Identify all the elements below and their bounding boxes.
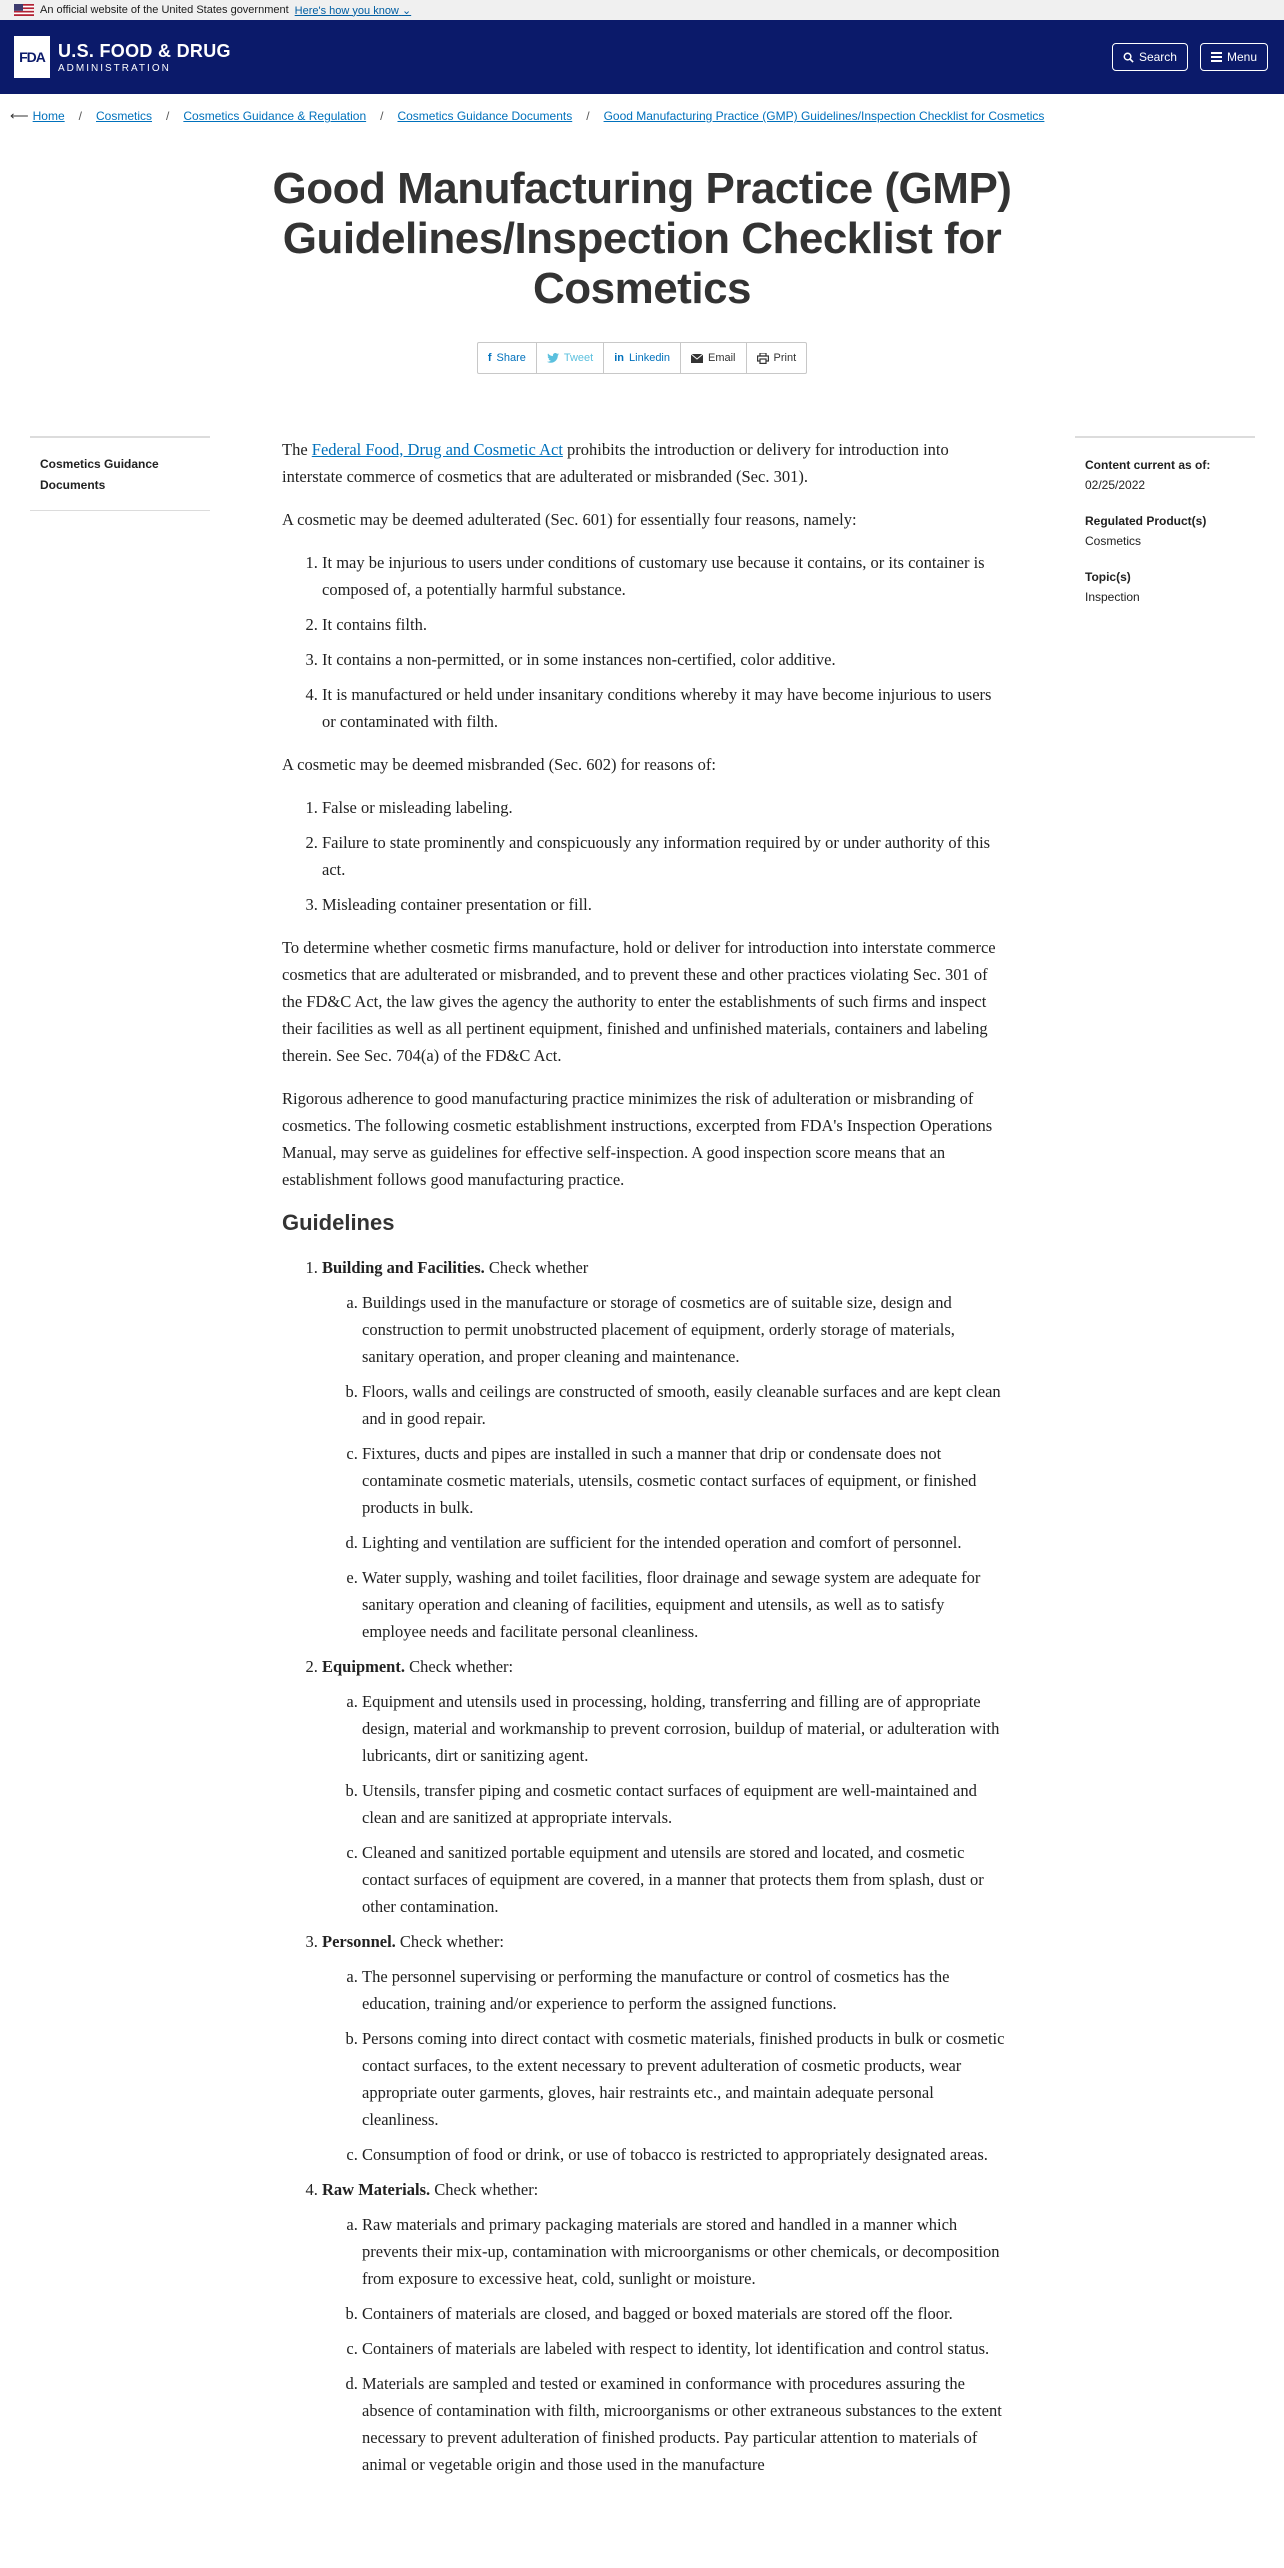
chevron-down-icon: ⌄: [401, 4, 412, 17]
list-item: 2. Failure to state prominently and conspicuously any information required by or under authority of this act.: [322, 829, 1007, 883]
breadcrumb-separator: /: [78, 109, 82, 123]
guideline-personnel: 3. Personnel. Check whether: a. The personnel supervising or performing the manufacture or control of cosmetics has the education, training and/or experience to perform the assigned functions. b. Persons coming into direct contact with cosmetic materials, finished products in bulk or cosmetic contact surfaces, to the extent necessary to prevent adulteration of cosmetic products, wear appropriate outer garments, gloves, hair restraints etc., and maintain adequate personal cleanliness. c. Consumption of food or drink, or use of tobacco is restricted to appropriately designated areas.: [322, 1928, 1007, 2168]
left-nav-item-guidance-documents[interactable]: Cosmetics Guidance Documents: [40, 457, 159, 492]
misbranded-list: [322, 794, 1007, 918]
email-button[interactable]: [681, 343, 747, 373]
fda-logo-mark: FDA: [14, 36, 50, 78]
rigorous-paragraph: Rigorous adherence to good manufacturing practice minimizes the risk of adulteration or misbranding of cosmetics. The following cosmetic establishment instructions, excerpted from FDA's Inspection Operations Manual, may serve as guidelines for effective self-inspection. A good inspection score means that an establishment follows good manufacturing practice.: [282, 1089, 993, 1189]
determine-paragraph: To determine whether cosmetic firms manufacture, hold or deliver for introduction into interstate commerce cosmetics that are adulterated or misbranded, and to prevent these and other practices violating Sec. 301 of the FD&C Act, the law gives the agency the authority to enter the establishments of such firms and inspect their facilities as well as all pertinent equipment, finished and unfinished materials, containers and labeling therein. See Sec. 704(a) of the FD&C Act.: [282, 938, 996, 1065]
regulated-products-value: Cosmetics: [1085, 534, 1142, 548]
left-nav: [30, 436, 210, 511]
breadcrumb-separator: /: [166, 109, 170, 123]
list-item: d. Lighting and ventilation are sufficient for the intended operation and comfort of personnel.: [362, 1529, 1007, 1556]
tweet-label: Tweet: [563, 352, 594, 364]
fdc-act-link[interactable]: Federal Food, Drug and Cosmetic Act: [311, 440, 563, 459]
list-item: a. Equipment and utensils used in processing, holding, transferring and filling are of appropriate design, material and workmanship to prevent corrosion, buildup of material, or adulteration with lubricants, dirt or sanitizing agent.: [362, 1688, 1007, 1769]
content-current-value: 02/25/2022: [1085, 478, 1146, 492]
list-item: 3. It contains a non-permitted, or in some instances non-certified, color additive.: [322, 646, 1007, 673]
list-item: e. Water supply, washing and toilet facilities, floor drainage and sewage system are adequate for sanitary operation and cleaning of facilities, equipment and utensils, as well as to satisfy employee needs and facilitate personal cleanliness.: [362, 1564, 1007, 1645]
tweet-button[interactable]: [537, 343, 604, 373]
breadcrumb-separator: /: [380, 109, 384, 123]
list-item: 2. It contains filth.: [322, 611, 1007, 638]
search-label: Search: [1138, 50, 1177, 64]
list-item: a. Buildings used in the manufacture or storage of cosmetics are of suitable size, design and construction to permit unobstructed placement of equipment, orderly storage of materials, sanitary operation, and proper cleaning and maintenance.: [362, 1289, 1007, 1370]
print-label: Print: [773, 352, 797, 364]
breadcrumb-guidance-regulation[interactable]: Cosmetics Guidance & Regulation: [183, 109, 367, 123]
list-item: b. Persons coming into direct contact with cosmetic materials, finished products in bulk or cosmetic contact surfaces, to the extent necessary to prevent adulteration of cosmetic products, wear appropriate outer garments, gloves, hair restraints etc., and maintain adequate personal cleanliness.: [362, 2025, 1007, 2133]
intro-paragraph: The Federal Food, Drug and Cosmetic Act prohibits the introduction or delivery for introduction into interstate commerce of cosmetics that are adulterated or misbranded (Sec. 301).: [282, 440, 949, 486]
guidelines-heading: Guidelines: [282, 1210, 395, 1235]
page-metadata: [1075, 436, 1255, 646]
us-flag-icon: [14, 4, 34, 16]
topics-value: Inspection: [1085, 590, 1140, 604]
list-item: b. Floors, walls and ceilings are constructed of smooth, easily cleanable surfaces and are kept clean and in good repair.: [362, 1378, 1007, 1432]
guideline-raw-materials: 4. Raw Materials. Check whether: a. Raw materials and primary packaging materials are stored and handled in a manner which prevents their mix-up, contamination with microorganisms or other chemicals, or decomposition from exposure to excessive heat, cold, sunlight or moisture. b. Containers of materials are closed, and bagged or boxed materials are stored off the floor. c. Containers of materials are labeled with respect to identity, lot identification and control status. d. Materials are sampled and tested or examined in conformance with procedures assuring the absence of contamination with filth, microorganisms or other extraneous substances to the extent necessary to prevent adulteration of finished products. Pay particular attention to materials of animal or vegetable origin and those used in the manufacture: [322, 2176, 1007, 2478]
linkedin-icon: in: [614, 352, 625, 364]
content-current-label: Content current as of:: [1085, 458, 1211, 472]
regulated-products-label: Regulated Product(s): [1085, 514, 1207, 528]
logo-subtitle: ADMINISTRATION: [58, 62, 171, 74]
list-item: 3. Misleading container presentation or fill.: [322, 891, 1007, 918]
adulterated-intro: A cosmetic may be deemed adulterated (Sec. 601) for essentially four reasons, namely:: [282, 510, 857, 529]
main-content: [282, 436, 1007, 2494]
page-title: Good Manufacturing Practice (GMP) Guidelines/Inspection Checklist for Cosmetics: [272, 164, 1012, 313]
hamburger-icon: [1211, 52, 1222, 62]
share-label: Share: [496, 352, 526, 364]
menu-label: Menu: [1226, 50, 1257, 64]
gov-banner: [0, 0, 1284, 20]
linkedin-button[interactable]: [604, 343, 681, 373]
breadcrumb-cosmetics[interactable]: Cosmetics: [96, 109, 153, 123]
list-item: c. Cleaned and sanitized portable equipment and utensils are stored and located, and cosmetic contact surfaces of equipment are covered, in a manner that protects them from splash, dust or other contamination.: [362, 1839, 1007, 1920]
misbranded-intro: A cosmetic may be deemed misbranded (Sec. 602) for reasons of:: [282, 755, 716, 774]
list-item: b. Containers of materials are closed, and bagged or boxed materials are stored off the floor.: [362, 2300, 1007, 2327]
breadcrumb: [0, 94, 1284, 124]
breadcrumb-home[interactable]: Home: [32, 109, 65, 123]
printer-icon: [757, 353, 769, 364]
guideline-building: 1. Building and Facilities. Check whether a. Buildings used in the manufacture or storage of cosmetics are of suitable size, design and construction to permit unobstructed placement of equipment, orderly storage of materials, sanitary operation, and proper cleaning and maintenance. b. Floors, walls and ceilings are constructed of smooth, easily cleanable surfaces and are kept clean and in good repair. c. Fixtures, ducts and pipes are installed in such a manner that drip or condensate does not contaminate cosmetic materials, utensils, cosmetic contact surfaces of equipment, or finished products in bulk. d. Lighting and ventilation are sufficient for the intended operation and comfort of personnel. e. Water supply, washing and toilet facilities, floor drainage and sewage system are adequate for sanitary operation and cleaning of facilities, equipment and utensils, as well as to satisfy employee needs and facilitate personal cleanliness.: [322, 1254, 1007, 1645]
list-item: c. Consumption of food or drink, or use of tobacco is restricted to appropriately designated areas.: [362, 2141, 1007, 2168]
breadcrumb-separator: /: [586, 109, 590, 123]
breadcrumb-current[interactable]: Good Manufacturing Practice (GMP) Guidelines/Inspection Checklist for Cosmetics: [603, 109, 1045, 123]
guidelines-list: [322, 1254, 1007, 2478]
search-icon: [1123, 52, 1134, 63]
list-item: a. Raw materials and primary packaging materials are stored and handled in a manner which prevents their mix-up, contamination with microorganisms or other chemicals, or decomposition from exposure to excessive heat, cold, sunlight or moisture.: [362, 2211, 1007, 2292]
menu-button[interactable]: [1200, 43, 1268, 71]
guideline-equipment: 2. Equipment. Check whether: a. Equipment and utensils used in processing, holding, transferring and filling are of appropriate design, material and workmanship to prevent corrosion, buildup of material, or adulteration with lubricants, dirt or sanitizing agent. b. Utensils, transfer piping and cosmetic contact surfaces of equipment are well-maintained and clean and are sanitized at appropriate intervals. c. Cleaned and sanitized portable equipment and utensils are stored and located, and cosmetic contact surfaces of equipment are covered, in a manner that protects them from splash, dust or other contamination.: [322, 1653, 1007, 1920]
gov-banner-text: An official website of the United States government: [40, 4, 289, 16]
adulterated-list: [322, 549, 1007, 735]
list-item: a. The personnel supervising or performing the manufacture or control of cosmetics has the education, training and/or experience to perform the assigned functions.: [362, 1963, 1007, 2017]
list-item: 4. It is manufactured or held under insanitary conditions whereby it may have become injurious to users or contaminated with filth.: [322, 681, 1007, 735]
twitter-icon: [547, 353, 559, 363]
fda-logo[interactable]: [14, 36, 231, 78]
list-item: c. Fixtures, ducts and pipes are installed in such a manner that drip or condensate does not contaminate cosmetic materials, utensils, cosmetic contact surfaces of equipment, or finished products in bulk.: [362, 1440, 1007, 1521]
list-item: 1. False or misleading labeling.: [322, 794, 1007, 821]
envelope-icon: [691, 354, 703, 363]
print-button[interactable]: [747, 343, 807, 373]
list-item: c. Containers of materials are labeled with respect to identity, lot identification and control status.: [362, 2335, 1007, 2362]
email-label: Email: [708, 352, 736, 364]
heres-how-you-know-link[interactable]: Here's how you know ⌄: [294, 4, 412, 17]
search-button[interactable]: [1112, 43, 1188, 71]
site-header: [0, 20, 1284, 94]
back-arrow-icon: ⟵: [10, 108, 29, 123]
logo-title: U.S. FOOD & DRUG: [58, 40, 231, 61]
list-item: b. Utensils, transfer piping and cosmetic contact surfaces of equipment are well-maintained and clean and are sanitized at appropriate intervals.: [362, 1777, 1007, 1831]
topics-label: Topic(s): [1085, 570, 1131, 584]
share-bar: [0, 342, 1284, 374]
breadcrumb-guidance-documents[interactable]: Cosmetics Guidance Documents: [397, 109, 573, 123]
list-item: 1. It may be injurious to users under conditions of customary use because it contains, or its container is composed of, a potentially harmful substance.: [322, 549, 1007, 603]
share-facebook-button[interactable]: [478, 343, 537, 373]
list-item: d. Materials are sampled and tested or examined in conformance with procedures assuring the absence of contamination with filth, microorganisms or other extraneous substances to the extent necessary to prevent adulteration of finished products. Pay particular attention to materials of animal or vegetable origin and those used in the manufacture: [362, 2370, 1007, 2478]
linkedin-label: Linkedin: [629, 352, 670, 364]
facebook-icon: f: [487, 352, 492, 364]
